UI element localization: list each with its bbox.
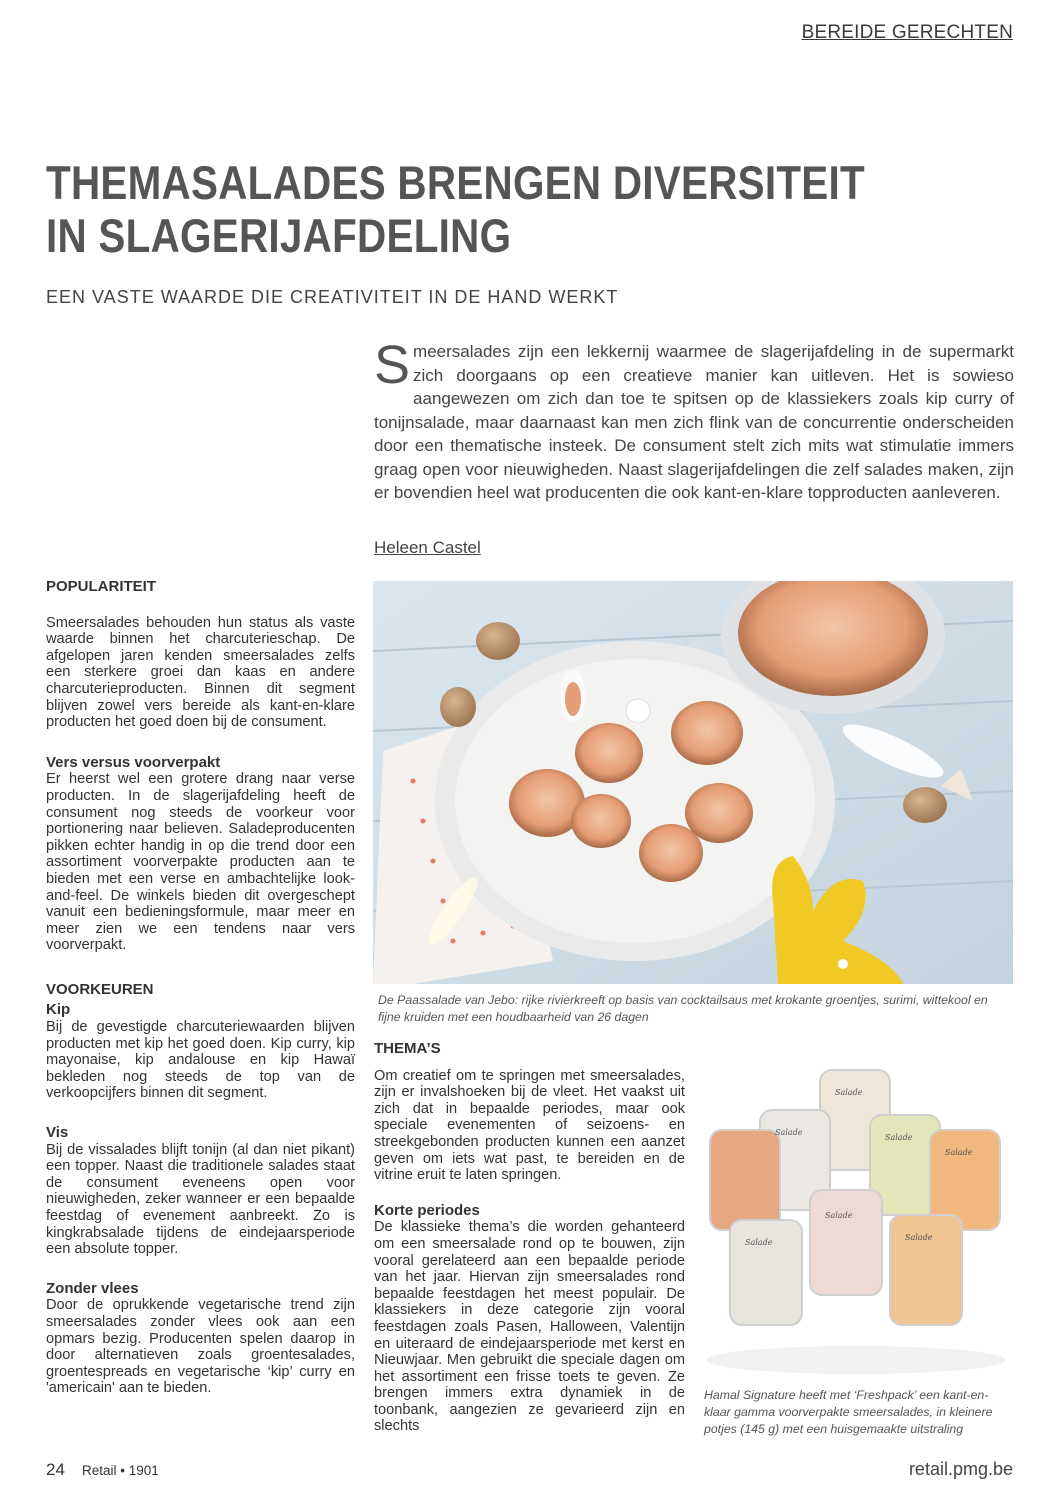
left-column (46, 579, 355, 1397)
jar-label-text: Salade (885, 1133, 913, 1142)
short-periods-text: De klassieke thema’s die worden gehanteerd om een smeersalade rond op te bouwen, zijn vooral gerelateerd aan een bepaalde periode van het jaar. Hiervan zijn smeersalades rond bepaalde feestdagen het meest populair. De klassiekers in deze categorie zijn vooral feestdagen zoals Pasen, Halloween, Valentijn en uiteraard de eindejaarsperiode met kerst en Nieuwjaar. Men gebruikt die speciale dagen om het assortiment een frisse toets te geven. Ze brengen immers extra dynamiek in de toonbank, aangezien ze gevarieerd zijn en slechts (374, 1219, 685, 1435)
middle-column (374, 1041, 685, 1435)
article-intro (374, 335, 1014, 505)
themes-heading: THEMA’S (374, 1040, 441, 1057)
jar-label-text: Salade (945, 1148, 973, 1157)
section-label: BEREIDE GERECHTEN (801, 22, 1013, 43)
jars-photo-caption: Hamal Signature heeft met ‘Freshpack’ een kant-en-klaar gamma voorverpakte smeersalades, in kleinere potjes (145 g) met een huisgemaakte uitstraling (704, 1388, 993, 1436)
chicken-text: Bij de gevestigde charcuteriewaarden blijven producten met kip het goed doen. Kip curry, kip mayonaise, kip andalouse en kip Hawaï bekleden nog steeds de top van de verkoopcijfers binnen dit segment. (46, 1019, 355, 1102)
nomeat-text: Door de oprukkende vegetarische trend zijn smeersalades zonder vlees ook aan een opmars bezig. Producenten spelen daarop in door alternatieven zoals groentesalades, groentespreads en vegetarische ‘kip’ curry en 'americain' aan te bieden. (46, 1297, 355, 1397)
popularity-text: Smeersalades behouden hun status als vaste waarde binnen het charcuterieschap. De afgelopen jaren kenden smeersalades zelfs een sterkere groei dan kaas en andere charcuterieproducten. Binnen dit segment blijven zowel vers bereide als kant-en-klare producten het goed doen bij de consument. (46, 614, 355, 731)
chicken-heading: Kip (46, 1001, 71, 1019)
salad-jars-photo (700, 1040, 1012, 1380)
fresh-text: Er heerst wel een grotere drang naar verse producten. In de slagerijafdeling heeft de consument nog steeds de voorkeur voor portionering naar believen. Saladeproducenten pikken echter handig in op die trend door een assortiment voorverpakte producten aan te bieden met een verse en ambachtelijke look-and-feel. De winkels bieden dit overgeschept vanuit een bedieningsformule, maar meer en meer zien we een tendens naar vers voorverpakt. (46, 771, 355, 954)
intro-text: meersalades zijn een lekkernij waarmee de slagerijafdeling in de supermarkt zich doorgaans op een creatieve manier kan uitleven. Het is sowieso aangewezen om zich dan toe te spitsen op de klassiekers zoals kip curry of tonijnsalade, maar daarnaast kan men zich flink van de concurrentie onderscheiden door een thematische insteek. De consument stelt zich mits wat stimulatie immers graag open voor nieuwigheden. Naast slagerijafdelingen die zelf salades maken, zijn er bovendien heel wat producenten die ook kant-en-klare topproducten aanleveren. (374, 342, 1014, 502)
short-periods-heading: Korte periodes (374, 1201, 480, 1219)
themes-text: Om creatief om te springen met smeersalades, zijn er invalshoeken bij de vleet. Het vaakst uit zich dat in bepaalde periodes, maar ook speciale evenementen of seizoens- en streekgebonden producten kunnen een aanzet geven om iets wat past, te bereiden en de vitrine eruit te laten springen. (374, 1067, 685, 1184)
article-subtitle: EEN VASTE WAARDE DIE CREATIVITEIT IN DE HAND WERKT (46, 287, 619, 307)
page-number: 24 (46, 1460, 65, 1479)
article-title: THEMASALADES BRENGEN DIVERSITEIT IN SLAGERIJAFDELING (46, 156, 865, 262)
fresh-heading: Vers versus voorverpakt (46, 753, 221, 771)
jar-label-text: Salade (905, 1233, 933, 1242)
nomeat-heading: Zonder vlees (46, 1279, 139, 1297)
popularity-heading: POPULARITEIT (46, 578, 157, 595)
preferences-heading: VOORKEUREN (46, 980, 154, 998)
author-link[interactable]: Heleen Castel (374, 538, 481, 557)
main-photo-caption: De Paassalade van Jebo: rijke rivierkreeft op basis van cocktailsaus met krokante groentjes, surimi, wittekool en fijne kruiden met een houdbaarheid van 26 dagen (378, 993, 988, 1024)
jar-label-text: Salade (745, 1238, 773, 1247)
jar-label-text: Salade (835, 1088, 863, 1097)
magazine-issue: Retail • 1901 (82, 1463, 159, 1478)
jar-label-text: Salade (825, 1211, 853, 1220)
drop-cap: S (374, 335, 411, 395)
easter-salad-photo (373, 581, 1013, 984)
fish-text: Bij de vissalades blijft tonijn (al dan niet pikant) een topper. Naast die traditionele salades staat de consument eveneens open voor nieuwigheden, zeker wanneer er een bepaalde feestdag of evenement aanbreekt. Zo is kingkrabsalade tijdens de eindejaarsperiode een absolute topper. (46, 1141, 355, 1258)
jar-label-text: Salade (775, 1128, 803, 1137)
website-link[interactable]: retail.pmg.be (908, 1459, 1013, 1479)
fish-heading: Vis (46, 1124, 69, 1142)
